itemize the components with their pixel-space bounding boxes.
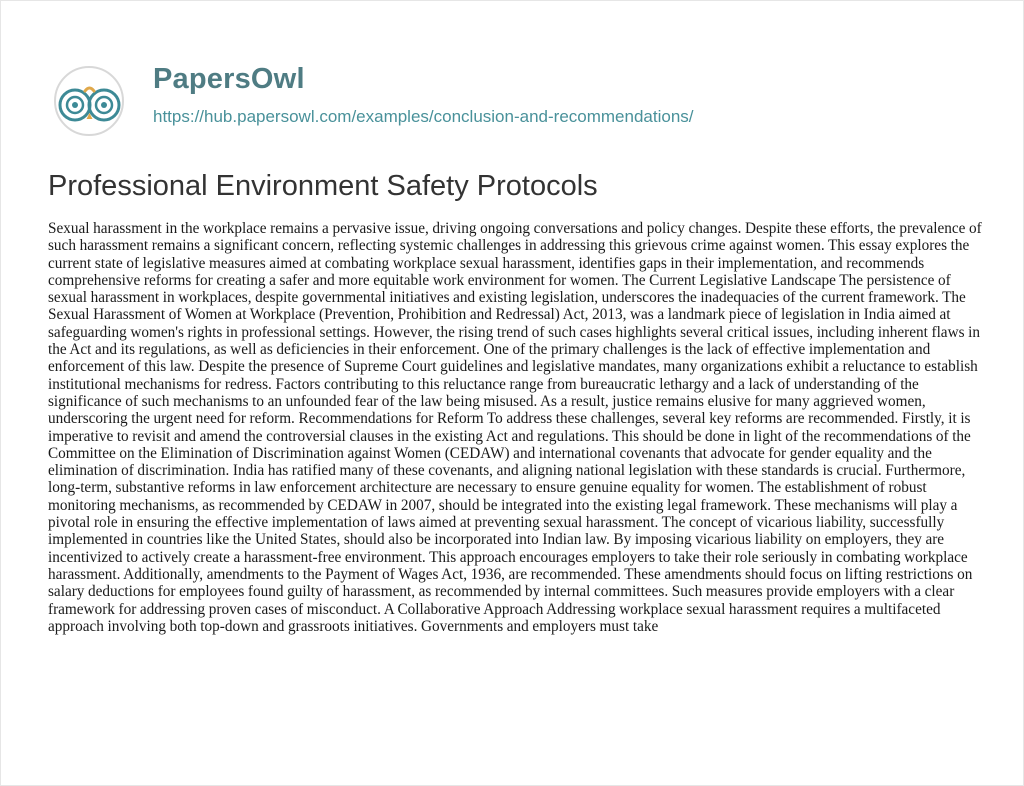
essay-body-text: Sexual harassment in the workplace remains a pervasive issue, driving ongoing conversations and policy changes. Despite these efforts, the prevalence of such harassment remains a significant concern, reflecting systemic challenges in addressing this grievous crime against women. This essay explores the current state of legislative measures aimed at combating workplace sexual harassment, identifies gaps in their implementation, and recommends comprehensive reforms for creating a safer and more equitable work environment for women. The Current Legislative Landscape The persistence of sexual harassment in workplaces, despite governmental initiatives and existing legislation, underscores the inadequacies of the current framework. The Sexual Harassment of Women at Workplace (Prevention, Prohibition and Redressal) Act, 2013, was a landmark piece of legislation in India aimed at safeguarding women's rights in professional settings. However, the rising trend of such cases highlights several critical issues, including inherent flaws in the Act and its regulations, as well as deficiencies in their enforcement. One of the primary challenges is the lack of effective implementation and enforcement of this law. Despite the presence of Supreme Court guidelines and legislative mandates, many organizations exhibit a reluctance to establish institutional mechanisms for redress. Factors contributing to this reluctance range from bureaucratic lethargy and a lack of understanding of the significance of such mechanisms to an unfounded fear of the law being misused. As a result, justice remains elusive for many aggrieved women, underscoring the urgent need for reform. Recommendations for Reform To address these challenges, several key reforms are recommended. Firstly, it is imperative to revisit and amend the controversial clauses in the existing Act and regulations. This should be done in light of the recommendations of the Committee on the Elimination of Discrimination against Women (CEDAW) and international covenants that advocate for gender equality and the elimination of discrimination. India has ratified many of these covenants, and aligning national legislation with these standards is crucial. Furthermore, long-term, substantive reforms in law enforcement architecture are necessary to ensure genuine equality for women. The establishment of robust monitoring mechanisms, as recommended by CEDAW in 2007, should be integrated into the existing legal framework. These mechanisms will play a pivotal role in ensuring the effective implementation of laws aimed at preventing sexual harassment. The concept of vicarious liability, successfully implemented in countries like the United States, should also be incorporated into Indian law. By imposing vicarious liability on employers, they are incentivized to actively create a harassment-free environment. This approach encourages employers to take their role seriously in combating workplace harassment. Additionally, amendments to the Payment of Wages Act, 1936, are recommended. These amendments should focus on lifting restrictions on salary deductions for employees found guilty of harassment, as recommended by internal committees. Such measures provide employers with a clear framework for addressing proven cases of misconduct. A Collaborative Approach Addressing workplace sexual harassment requires a multifaceted approach involving both top-down and grassroots initiatives. Governments and employers must take (48, 220, 982, 635)
owl-eyes-logo-icon (49, 61, 141, 141)
source-url-link[interactable]: https://hub.papersowl.com/examples/conclusion-and-recommendations/ (153, 107, 694, 126)
site-header (49, 61, 989, 141)
page-title: Professional Environment Safety Protocols (48, 170, 598, 202)
brand-name[interactable]: PapersOwl (153, 63, 305, 95)
